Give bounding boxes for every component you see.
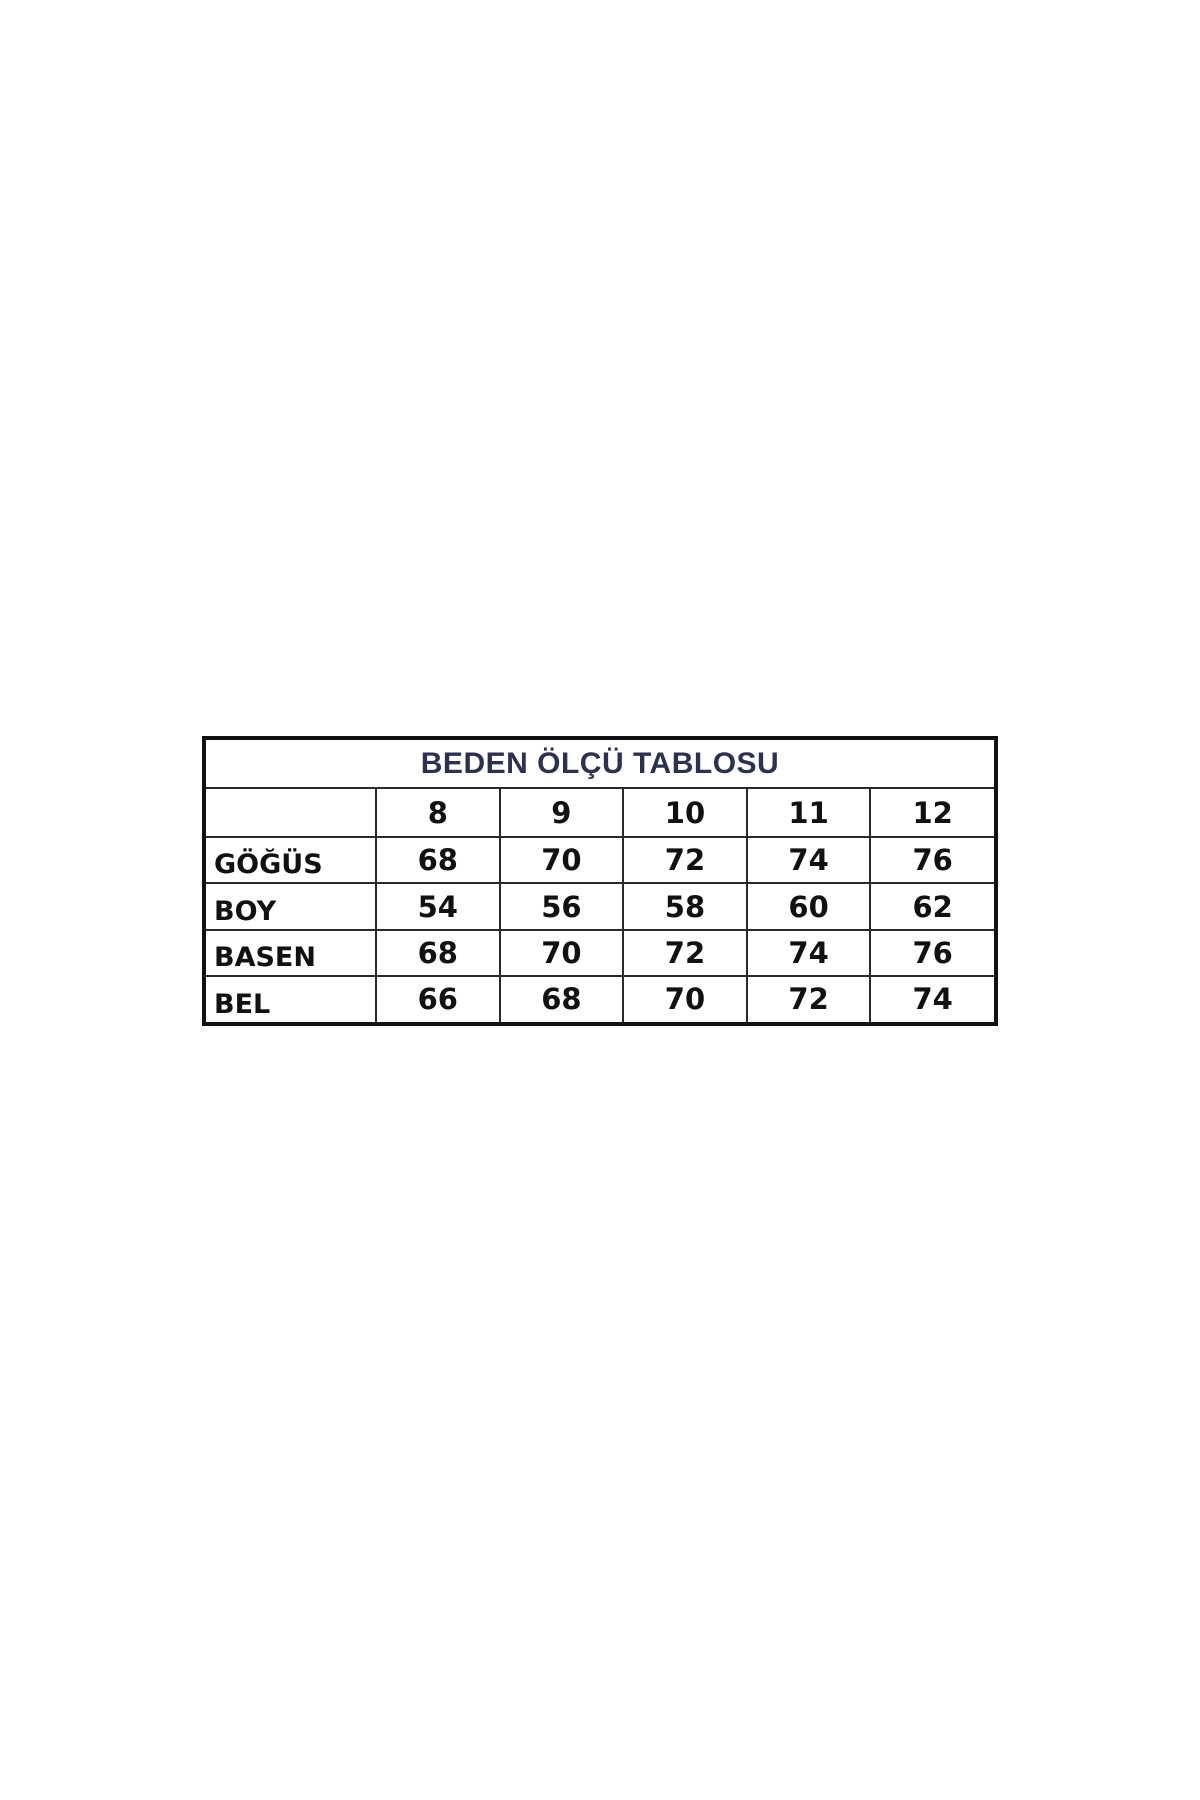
title-row: [206, 740, 994, 788]
measurement-cell: 72: [623, 930, 747, 976]
size-chart-table: [202, 736, 998, 1026]
row-label: BEL: [206, 976, 376, 1022]
size-chart-grid: [206, 740, 994, 1022]
measurement-cell: 74: [747, 837, 871, 883]
size-header-row: [206, 788, 994, 837]
size-header: 9: [500, 788, 624, 837]
measurement-cell: 62: [870, 883, 994, 929]
measurement-cell: 76: [870, 837, 994, 883]
measurement-cell: 70: [500, 930, 624, 976]
measurement-cell: 60: [747, 883, 871, 929]
row-label: BASEN: [206, 930, 376, 976]
size-header: 10: [623, 788, 747, 837]
measurement-cell: 70: [500, 837, 624, 883]
measurement-cell: 74: [870, 976, 994, 1022]
table-row: [206, 930, 994, 976]
measurement-cell: 66: [376, 976, 500, 1022]
measurement-cell: 72: [747, 976, 871, 1022]
table-title: BEDEN ÖLÇÜ TABLOSU: [206, 740, 994, 788]
size-header: 8: [376, 788, 500, 837]
corner-cell: [206, 788, 376, 837]
measurement-cell: 70: [623, 976, 747, 1022]
table-row: [206, 883, 994, 929]
measurement-cell: 74: [747, 930, 871, 976]
measurement-cell: 72: [623, 837, 747, 883]
row-label: BOY: [206, 883, 376, 929]
measurement-cell: 68: [376, 930, 500, 976]
table-row: [206, 976, 994, 1022]
measurement-cell: 58: [623, 883, 747, 929]
measurement-cell: 54: [376, 883, 500, 929]
table-row: [206, 837, 994, 883]
measurement-cell: 68: [376, 837, 500, 883]
measurement-cell: 56: [500, 883, 624, 929]
measurement-cell: 76: [870, 930, 994, 976]
measurement-cell: 68: [500, 976, 624, 1022]
row-label: GÖĞÜS: [206, 837, 376, 883]
size-header: 11: [747, 788, 871, 837]
size-header: 12: [870, 788, 994, 837]
